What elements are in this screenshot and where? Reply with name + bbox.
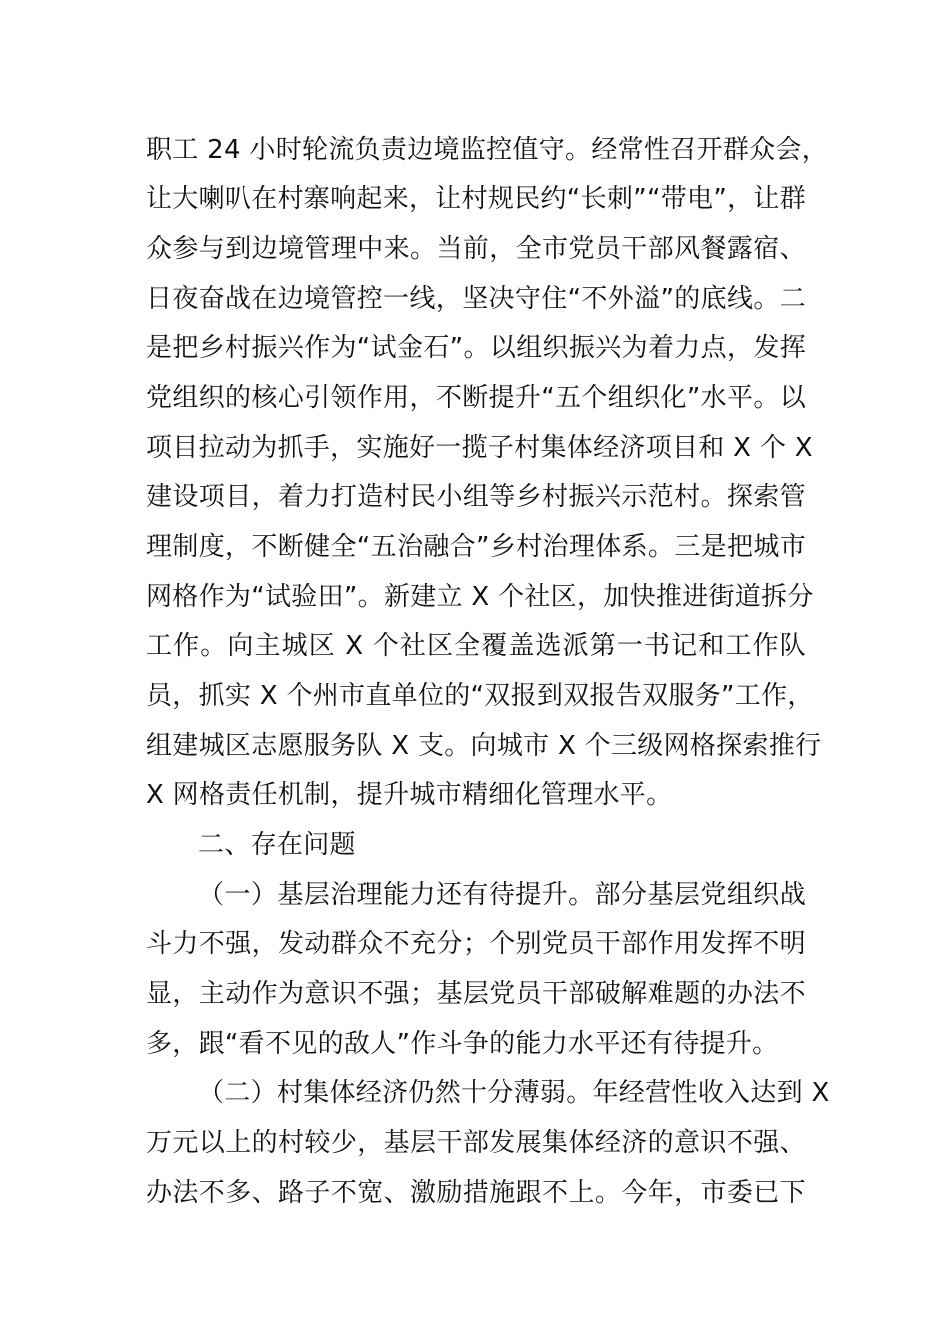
- paragraph-line: 万元以上的村较少，基层干部发展集体经济的意识不强、: [146, 1128, 806, 1158]
- paragraph-line: X 网格责任机制，提升城市精细化管理水平。: [146, 780, 673, 810]
- paragraph-line: 多，跟“看不见的敌人”作斗争的能力水平还有待提升。: [146, 1029, 779, 1059]
- paragraph-line: 是把乡村振兴作为“试金石”。以组织振兴为着力点，发挥: [146, 333, 806, 363]
- paragraph-line: （二）村集体经济仍然十分薄弱。年经营性收入达到 X: [198, 1078, 830, 1108]
- paragraph-line: 员，抓实 X 个州市直单位的“双报到双报告双服务”工作，: [146, 681, 814, 711]
- paragraph-line: 职工 24 小时轮流负责边境监控值守。经常性召开群众会，: [146, 135, 829, 165]
- section-heading: 二、存在问题: [198, 830, 356, 860]
- paragraph-line: 斗力不强，发动群众不充分；个别党员干部作用发挥不明: [146, 929, 806, 959]
- paragraph-line: 理制度，不断健全“五治融合”乡村治理体系。三是把城市: [146, 532, 806, 562]
- paragraph-line: 组建城区志愿服务队 X 支。向城市 X 个三级网格探索推行: [146, 731, 822, 761]
- paragraph-line: 显，主动作为意识不强；基层党员干部破解难题的办法不: [146, 979, 806, 1009]
- paragraph-line: （一）基层治理能力还有待提升。部分基层党组织战: [198, 880, 806, 910]
- paragraph-line: 党组织的核心引领作用，不断提升“五个组织化”水平。以: [146, 383, 806, 413]
- paragraph-line: 办法不多、路子不宽、激励措施跟不上。今年，市委已下: [146, 1178, 806, 1208]
- paragraph-line: 众参与到边境管理中来。当前，全市党员干部风餐露宿、: [146, 234, 806, 264]
- paragraph-line: 工作。向主城区 X 个社区全覆盖选派第一书记和工作队: [146, 631, 806, 661]
- paragraph-line: 建设项目，着力打造村民小组等乡村振兴示范村。探索管: [146, 482, 806, 512]
- paragraph-line: 让大喇叭在村寨响起来，让村规民约“长刺”“带电”，让群: [146, 184, 806, 214]
- paragraph-line: 日夜奋战在边境管控一线，坚决守住“不外溢”的底线。二: [146, 284, 806, 314]
- paragraph-line: 网格作为“试验田”。新建立 X 个社区，加快推进街道拆分: [146, 582, 814, 612]
- paragraph-line: 项目拉动为抓手，实施好一揽子村集体经济项目和 X 个 X: [146, 433, 813, 463]
